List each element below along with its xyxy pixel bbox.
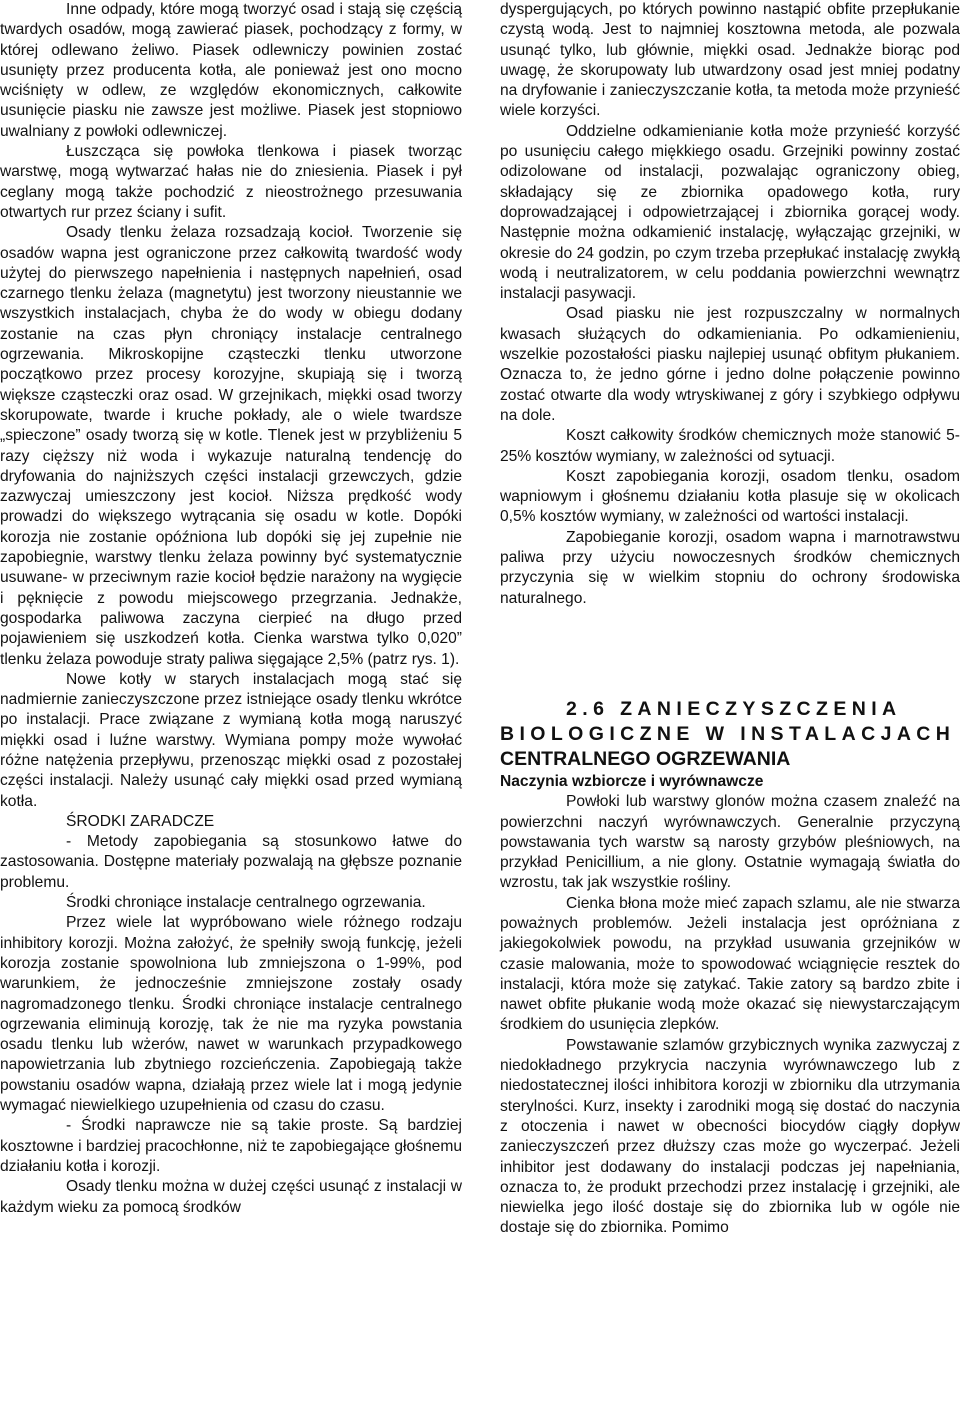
- paragraph: - Metody zapobiegania są stosunkowo łatwe do zastosowania. Dostępne materiały pozwalają na głębsze poznanie problemu.: [0, 833, 462, 891]
- section-heading: BIOLOGICZNE W INSTALACJACH: [500, 722, 956, 745]
- remedies-label: ŚRODKI ZARADCZE: [66, 812, 215, 830]
- subsection-heading: Naczynia wzbiorcze i wyrównawcze: [500, 772, 764, 790]
- right-column: [500, 0, 960, 1239]
- section-heading: CENTRALNEGO OGRZEWANIA: [500, 747, 791, 770]
- paragraph: Cienka błona może mieć zapach szlamu, ale nie stwarza poważnych problemów. Jeżeli instalacja jest opróżniana z jakiegokolwiek powodu, na przykład usuwania grzejników w czasie malowania, może to spowodować wciągnięcie resztek do instalacji, która może się zatykać. Takie zatory są bardzo zbite i nawet obfite płukanie wodą może okazać się niewystarczającym środkiem do usunięcia zlepków.: [500, 894, 960, 1034]
- paragraph: Osad piasku nie jest rozpuszczalny w normalnych kwasach służących do odkamieniania. Po odkamienieniu, wszelkie pozostałości piasku najlepiej usunąć obfitym płukaniem. Oznacza to, że jedno górne i jedno dolne połączenie powinno zostać otwarte dla wody wtryskiwanej z góry i szybkiego odpływu na dole.: [500, 305, 960, 424]
- paragraph: Zapobieganie korozji, osadom wapna i marnotrawstwu paliwa przy użyciu nowoczesnych środków chemicznych przyczynia się w wielkim stopniu do ochrony środowiska naturalnego.: [500, 528, 960, 607]
- paragraph: Oddzielne odkamienianie kotła może przynieść korzyść po usunięciu całego miękkiego osadu. Grzejniki powinny zostać odizolowane od instalacji, pozwalając ograniczony obieg, składający się ze zbiornika opadowego kotła, rury doprowadzającej i odpowietrzającej i zbiornika gorącej wody. Następnie można odkamienić instalację, wyłączając grzejniki, w okresie do 24 godzin, po czym trzeba przepłukać instalację zwykłą wodą i neutralizatorem, w celu poddania powierzchni wewnątrz instalacji pasywacji.: [500, 122, 960, 303]
- paragraph: Osady tlenku żelaza rozsadzają kocioł. Tworzenie się osadów wapna jest ograniczone przez całkowitą twardość wody użytej do pierwszego napełnienia i następnych napełnień, osad czarnego tlenku żelaza (magnetytu) jest tworzony nieustannie we wszystkich instalacjach, chyba że do wody w obiegu dodany zostanie na czas płyn chroniący instalacje centralnego ogrzewania. Mikroskopijne cząsteczki tlenku utworzone początkowo przez procesy korozyjne, skupiają się i tworzą większe cząsteczki oraz osad. W grzejnikach, miękki osad tworzy skorupowate, twarde i kruche pokłady, ale o wiele twardsze „spieczone” osady tworzą się w kotle. Tlenek jest w przybliżeniu 5 razy cięższy niż woda i wykazuje naturalną tendencję do dryfowania do najniższych części instalacji grzewczych, gdzie zazwyczaj umieszczony jest kocioł. Niższa prędkość wody prowadzi do większego wytrącania się osadu w kotle. Dopóki korozja nie zostanie opóźniona lub dopóki się jej zupełnie nie zapobiegnie, warstwy tlenku żelaza powinny być systematycznie usuwane- w przeciwnym razie kocioł będzie narażony na wygięcie i pęknięcie z powodu miejscowego przegrzania. Jednakże, gospodarka paliwowa zaczyna cierpieć na długo przed pojawieniem się uszkodzeń kotła. Cienka warstwa tylko 0,020” tlenku żelaza powoduje straty paliwa sięgające 2,5% (patrz rys. 1).: [0, 224, 462, 668]
- section-spacer: [500, 609, 960, 697]
- paragraph: Koszt zapobiegania korozji, osadom tlenku, osadom wapniowym i głośnemu działaniu kotła plasuje się w okolicach 0,5% kosztów wymiany, w zależności od wartości instalacji.: [500, 467, 960, 526]
- paragraph: Koszt całkowity środków chemicznych może stanowić 5-25% kosztów wymiany, w zależności od sytuacji.: [500, 427, 960, 465]
- paragraph: Nowe kotły w starych instalacjach mogą stać się nadmiernie zanieczyszczone przez istniejące osady tlenku wkrótce po instalacji. Prace związane z wymianą kotła mogą naruszyć miękki osad i luźne warstwy. Wymiana pompy może wywołać różne natężenia przepływu, przenosząc miękki osad z pozostałej części instalacji. Należy usunąć cały miękki osad przed wymianą kotła.: [0, 670, 462, 810]
- paragraph: Inne odpady, które mogą tworzyć osad i stają się częścią twardych osadów, mogą zawierać piasek, pochodzący z formy, w której odlewano żeliwo. Piasek odlewniczy powinien zostać usunięty przez producenta kotła, ale ponieważ jest ono mocno wciśnięty w odlew, ze względów ekonomicznych, całkowite usunięcie piasku nie zawsze jest możliwe. Piasek jest stopniowo uwalniany z powłoki odlewniczej.: [0, 1, 462, 140]
- paragraph: Osady tlenku można w dużej części usunąć z instalacji w każdym wieku za pomocą środków: [0, 1178, 462, 1216]
- section-heading: 2.6 ZANIECZYSZCZENIA: [566, 697, 902, 720]
- paragraph: Przez wiele lat wypróbowano wiele różnego rodzaju inhibitory korozji. Można założyć, że spełniły swoją funkcję, jeżeli korozja zostanie spowolniona lub zmniejszona o 1-99%, pod warunkiem, że jednocześnie zmniejszone zostały osady nagromadzonego tlenku. Środki chroniące instalacje centralnego ogrzewania eliminują korozję, tak że nie ma ryzyka powstania osadu tlenku lub wżerów, nawet w warunkach przypadkowego napowietrzania lub zbytniego rozcieńczenia. Zapobiegają także powstaniu osadów wapna, działają przez wiele lat i mogą jedynie wymagać niewielkiego uzupełnienia od czasu do czasu.: [0, 914, 462, 1115]
- left-column: [0, 0, 462, 1218]
- paragraph: Powłoki lub warstwy glonów można czasem znaleźć na powierzchni naczyń wyrównawczych. Generalnie przyczyną powstawania tych warstw są narosty grzybów pleśniowych, na przykład Penicillium, a nie glony. Ostatnie wymagają światła do wzrostu, tak jak wszystkie rośliny.: [500, 793, 960, 892]
- paragraph: Łuszcząca się powłoka tlenkowa i piasek tworząc warstwę, mogą wytwarzać hałas nie do zniesienia. Piasek i pył ceglany mogą także pochodzić z nieostrożnego przesuwania otwartych rur przez ściany i sufit.: [0, 143, 462, 221]
- paragraph: dyspergujących, po których powinno nastąpić obfite przepłukanie czystą wodą. Jest to najmniej kosztowna metoda, ale pozwala usunąć tylko, lub głównie, miękki osad. Jednakże biorąc pod uwagę, że skorupowaty lub utwardzony osad jest mniej podatny na dryfowanie i zanieczyszczanie kotła, ta metoda może przynieść wiele korzyści.: [500, 1, 960, 120]
- paragraph: Środki chroniące instalacje centralnego ogrzewania.: [66, 894, 426, 912]
- paragraph: Powstawanie szlamów grzybicznych wynika zazwyczaj z niedokładnego przykrycia naczynia wyrównawczego lub z niedostatecznej ilości inhibitora korozji w zbiorniku dla utrzymania sterylności. Kurz, insekty i zarodniki mogą się dostać do naczynia z otoczenia i nawet w obecności biocydów ciągły dopływ zanieczyszczeń przez dłuższy czas może go wyczerpać. Jeżeli inhibitor jest dodawany do instalacji podczas jej napełniania, oznacza to, że produkt przechodzi przez instalację i grzejniki, ale niewielka jego ilość dostaje się do zbiornika lub w ogóle nie dostaje się do zbiornika. Pomimo: [500, 1036, 960, 1237]
- paragraph: - Środki naprawcze nie są takie proste. Są bardziej kosztowne i bardziej pracochłonne, niż te zapobiegające głośnemu działaniu kotła i korozji.: [0, 1117, 462, 1175]
